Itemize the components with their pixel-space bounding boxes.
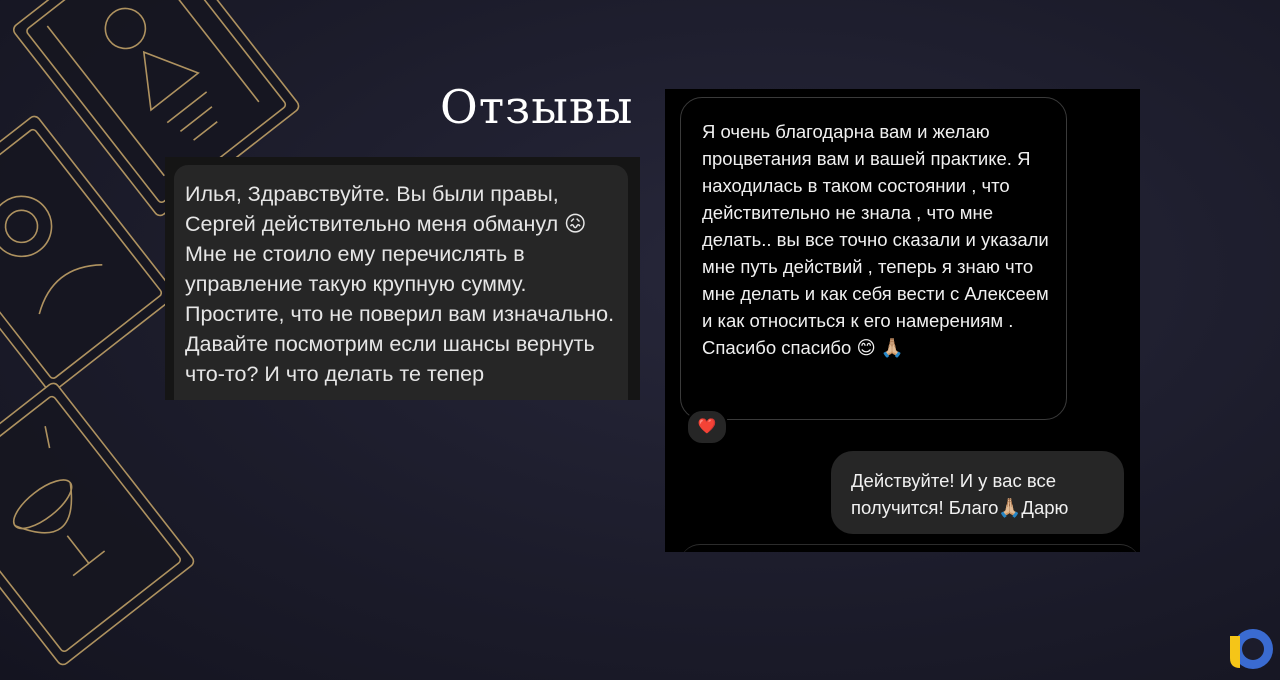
message-bubble bbox=[174, 165, 628, 400]
outgoing-message-text: Действуйте! И у вас все получится! Благо🙏🏼Дарю bbox=[851, 470, 1069, 518]
message-text: Илья, Здравствуйте. Вы были правы, Сергей действительно меня обманул 😖 Мне не стоило ему перечислять в управление такую крупную сумму. Простите, что не поверил вам изначально. Давайте посмотрим если шансы вернуть что-то? И что делать те тепер bbox=[185, 182, 615, 386]
incoming-message-bubble bbox=[680, 97, 1067, 420]
heart-reaction-icon: ❤️ bbox=[686, 409, 728, 445]
page-title: Отзывы bbox=[440, 80, 634, 134]
incoming-message-text: Я очень благодарна вам и желаю процветания вам и вашей практике. Я находилась в таком состоянии , что действительно не знала , что мне делать.. вы все точно сказали и указали мне путь действий , теперь я знаю что мне делать и как себя вести с Алексеем и как относиться к его намерениям . Спасибо спасибо 😊 🙏🏼 bbox=[702, 121, 1049, 358]
next-bubble-edge bbox=[680, 544, 1140, 552]
outgoing-message-bubble bbox=[831, 451, 1124, 534]
review-screenshot-left bbox=[165, 157, 640, 400]
review-screenshot-right bbox=[665, 89, 1140, 552]
brand-logo-icon bbox=[1226, 624, 1276, 674]
